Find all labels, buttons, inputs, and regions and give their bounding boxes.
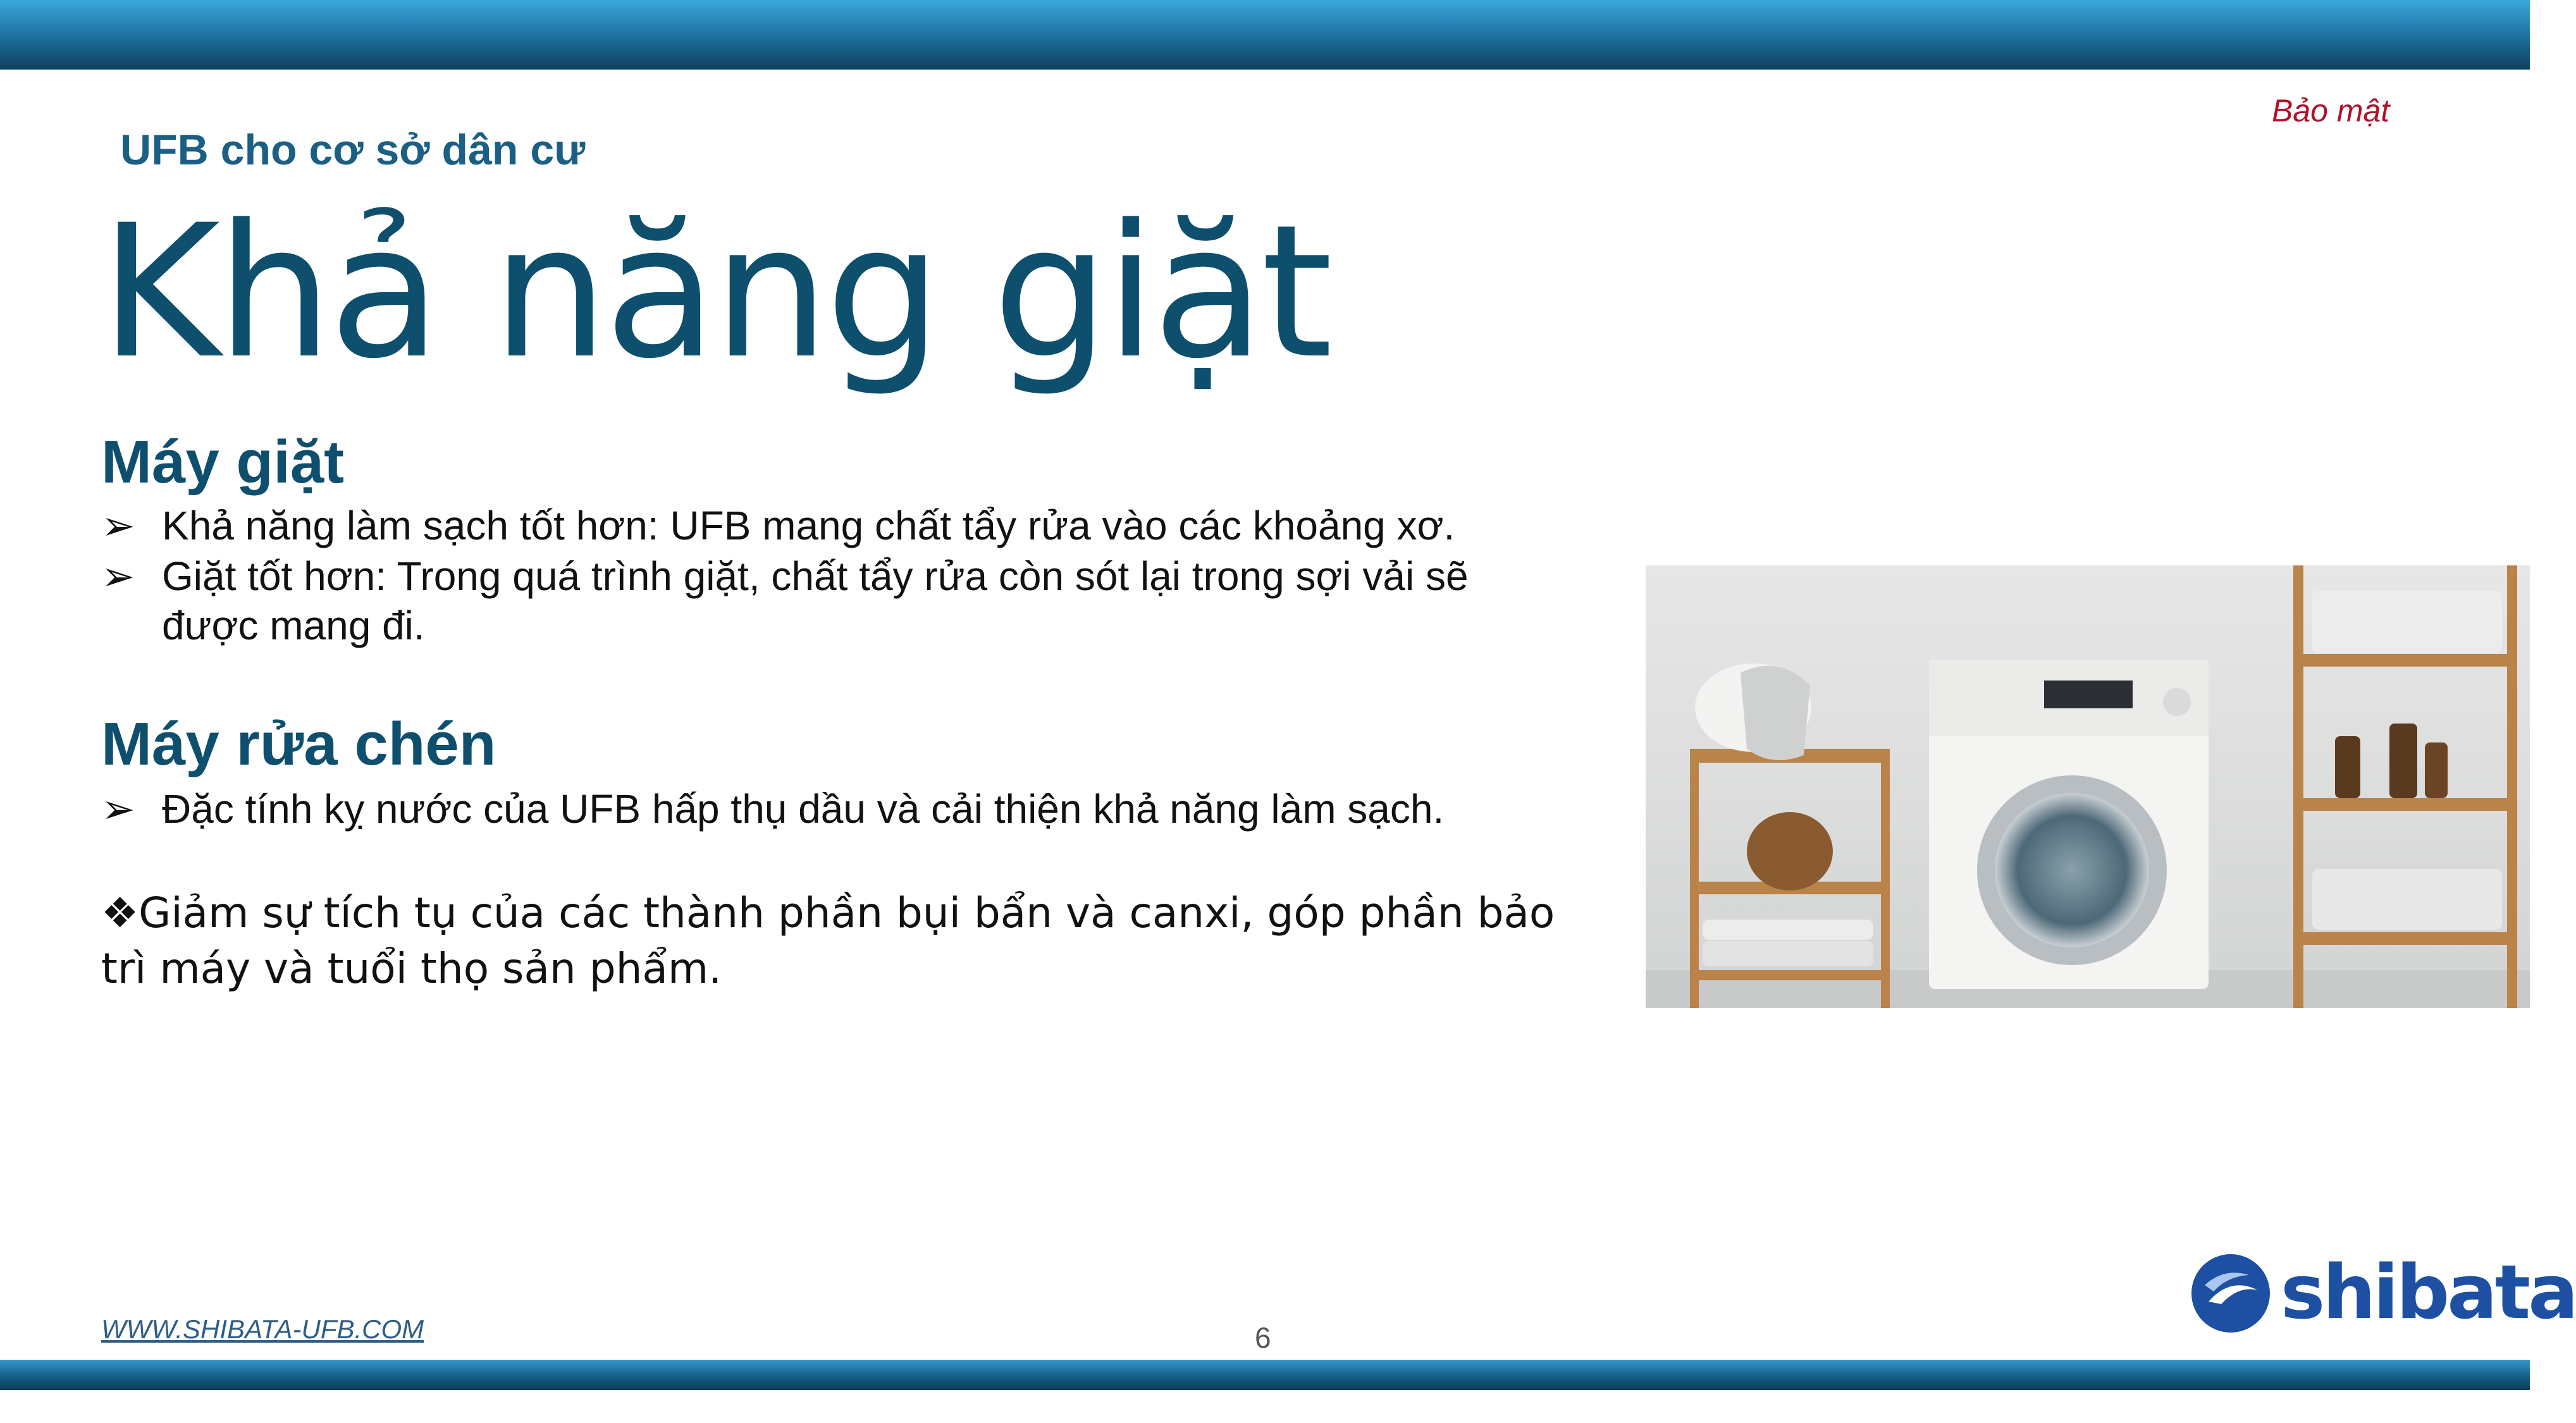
bullet-item [101,551,1531,650]
slide-subtitle: UFB cho cơ sở dân cư [120,126,586,174]
section-heading-dishwasher: Máy rửa chén [101,710,496,778]
bullet-text: Khả năng làm sạch tốt hơn: UFB mang chất tẩy rửa vào các khoảng xơ. [162,503,1455,548]
website-link[interactable]: WWW.SHIBATA-UFB.COM [101,1314,424,1344]
arrow-bullet-icon: ➢ [101,503,135,548]
page-number: 6 [1255,1321,1271,1354]
note-text: Giảm sự tích tụ của các thành phần bụi bẩn và canxi, góp phần bảo trì máy và tuổi thọ sản phẩm. [101,889,1555,993]
bullet-text: Giặt tốt hơn: Trong quá trình giặt, chất tẩy rửa còn sót lại trong sợi vải sẽ được mang đi. [162,553,1469,648]
logo-wordmark: shibata [2281,1248,2576,1336]
bullet-text: Đặc tính kỵ nước của UFB hấp thụ dầu và cải thiện khả năng làm sạch. [162,786,1445,832]
bullet-item [101,784,1556,834]
diamond-bullet-icon: ❖ [101,889,139,937]
slide-title: Khả năng giặt [100,186,1329,399]
bullet-item [101,501,1556,550]
summary-note [101,885,1581,997]
bottom-banner [0,1360,2530,1390]
shibata-logo-icon [2190,1252,2272,1334]
section-heading-washing-machine: Máy giặt [101,428,345,496]
arrow-bullet-icon: ➢ [101,786,135,832]
arrow-bullet-icon: ➢ [101,553,135,599]
laundry-room-photo [1646,565,2530,1008]
confidential-label: Bảo mật [2272,93,2390,128]
top-banner [0,0,2530,70]
shibata-logo [2190,1248,2576,1336]
